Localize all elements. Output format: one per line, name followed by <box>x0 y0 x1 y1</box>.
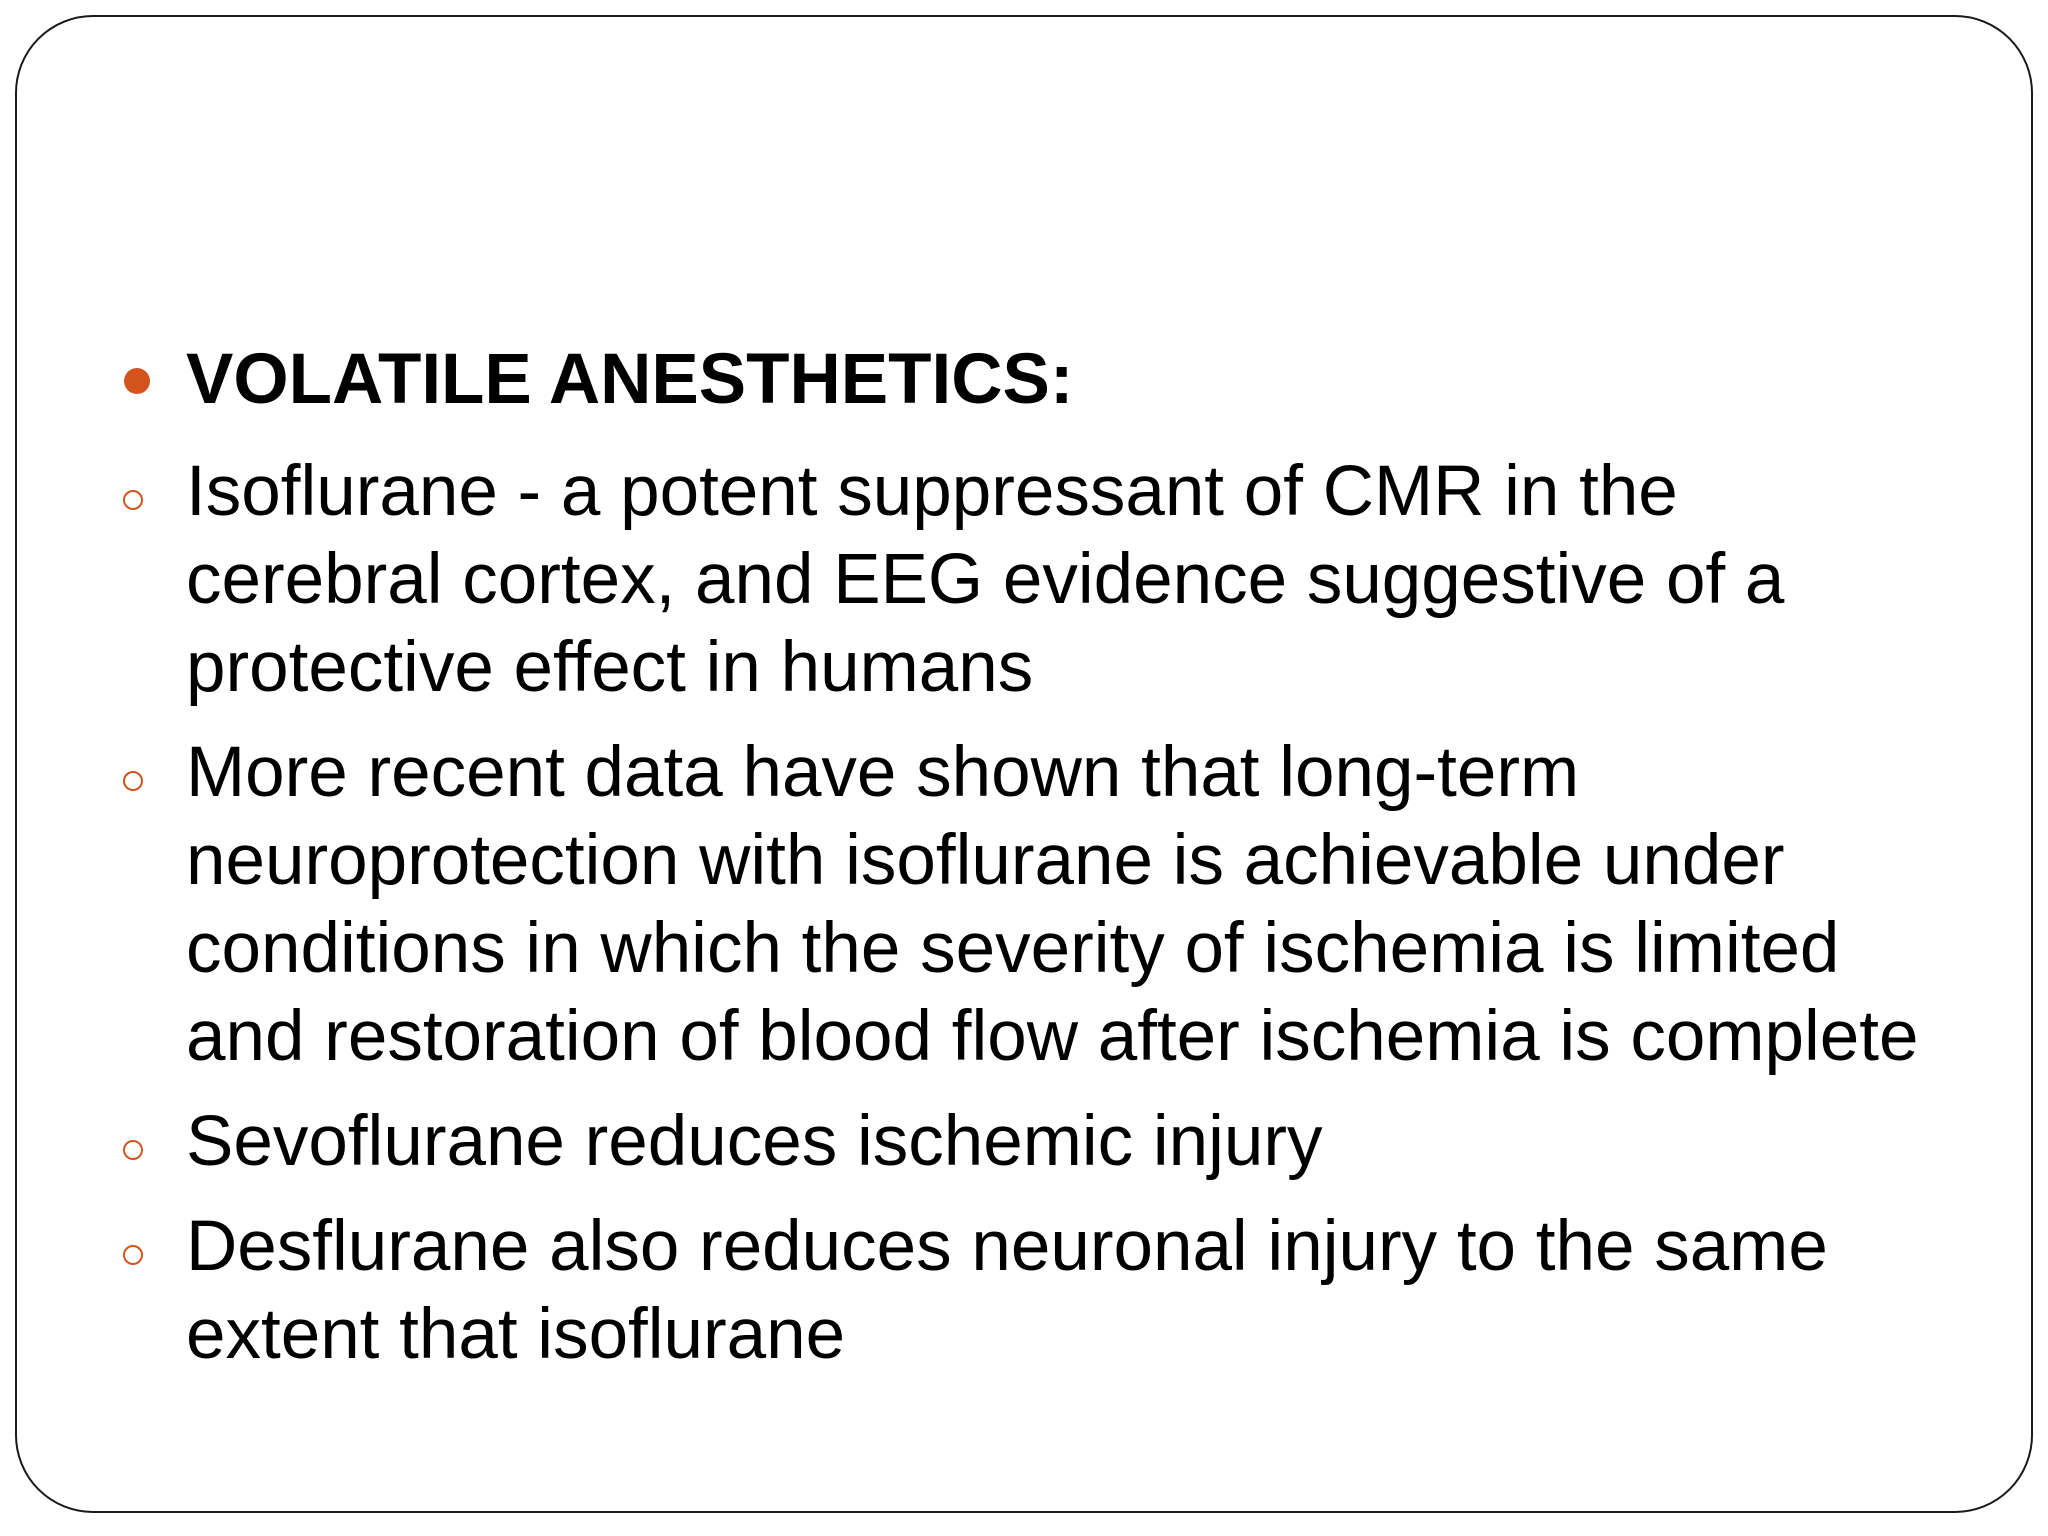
slide-content <box>118 336 1948 1396</box>
heading-text: VOLATILE ANESTHETICS: <box>186 340 1074 419</box>
list-item-desflurane <box>118 1203 1948 1379</box>
filled-circle-bullet-icon <box>124 368 150 394</box>
list-item-recent-data <box>118 729 1948 1081</box>
hollow-circle-bullet-icon <box>123 771 143 791</box>
list-item-sevoflurane <box>118 1098 1948 1186</box>
hollow-circle-bullet-icon <box>123 490 143 510</box>
hollow-circle-bullet-icon <box>123 1140 143 1160</box>
list-item-text: More recent data have shown that long-term neuroprotection with isoflurane is achievable under conditions in which the severity of ischemia is limited and restoration of blood flow after ischemia is complete <box>186 733 1919 1076</box>
hollow-circle-bullet-icon <box>123 1245 143 1265</box>
list-item-isoflurane <box>118 448 1948 712</box>
list-item-text: Isoflurane - a potent suppressant of CMR in the cerebral cortex, and EEG evidence suggestive of a protective effect in humans <box>186 452 1785 707</box>
list-item-text: Sevoflurane reduces ischemic injury <box>186 1102 1323 1181</box>
list-item-text: Desflurane also reduces neuronal injury to the same extent that isoflurane <box>186 1207 1828 1374</box>
heading-item <box>118 336 1948 424</box>
